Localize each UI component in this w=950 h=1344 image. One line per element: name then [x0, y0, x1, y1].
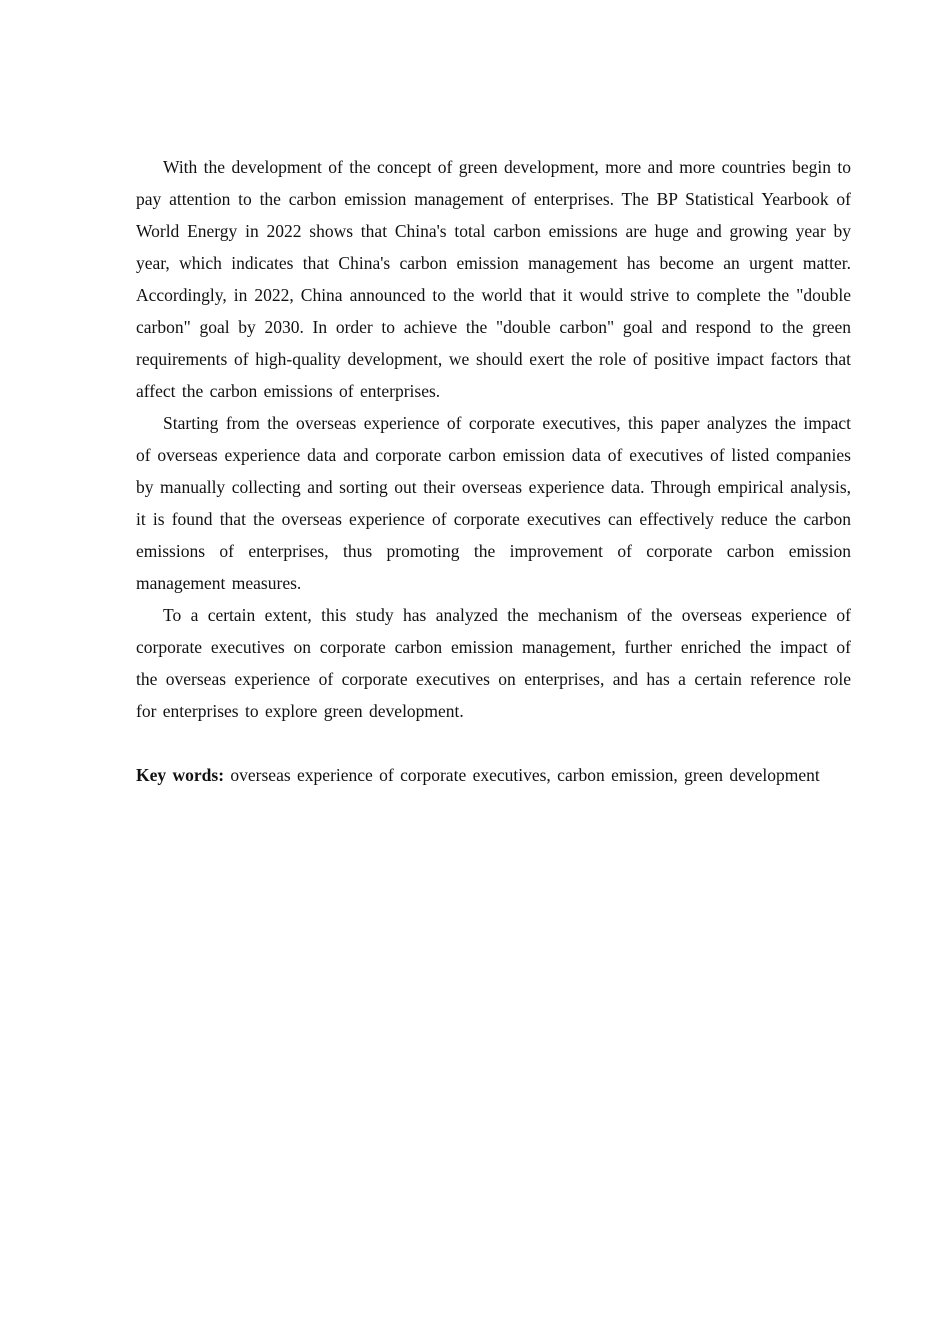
keywords-line: [136, 759, 851, 791]
keywords-text: overseas experience of corporate executives, carbon emission, green development: [224, 765, 820, 785]
paragraph-methodology: Starting from the overseas experience of corporate executives, this paper analyzes the impact of overseas experience data and corporate carbon emission data of executives of listed companies by manually collecting and sorting out their overseas experience data. Through empirical analysis, it is found that the overseas experience of corporate executives can effectively reduce the carbon emissions of enterprises, thus promoting the improvement of corporate carbon emission management measures.: [136, 413, 851, 593]
paragraph-contribution: To a certain extent, this study has analyzed the mechanism of the overseas experience of corporate executives on corporate carbon emission management, further enriched the impact of the overseas experience of corporate executives on enterprises, and has a certain reference role for enterprises to explore green development.: [136, 605, 851, 721]
keywords-label: Key words:: [136, 765, 225, 785]
paragraph-background: With the development of the concept of green development, more and more countries begin to pay attention to the carbon emission management of enterprises. The BP Statistical Yearbook of World Energy in 2022 shows that China's total carbon emissions are huge and growing year by year, which indicates that China's carbon emission management has become an urgent matter. Accordingly, in 2022, China announced to the world that it would strive to complete the "double carbon" goal by 2030. In order to achieve the "double carbon" goal and respond to the green requirements of high-quality development, we should exert the role of positive impact factors that affect the carbon emissions of enterprises.: [136, 157, 851, 401]
